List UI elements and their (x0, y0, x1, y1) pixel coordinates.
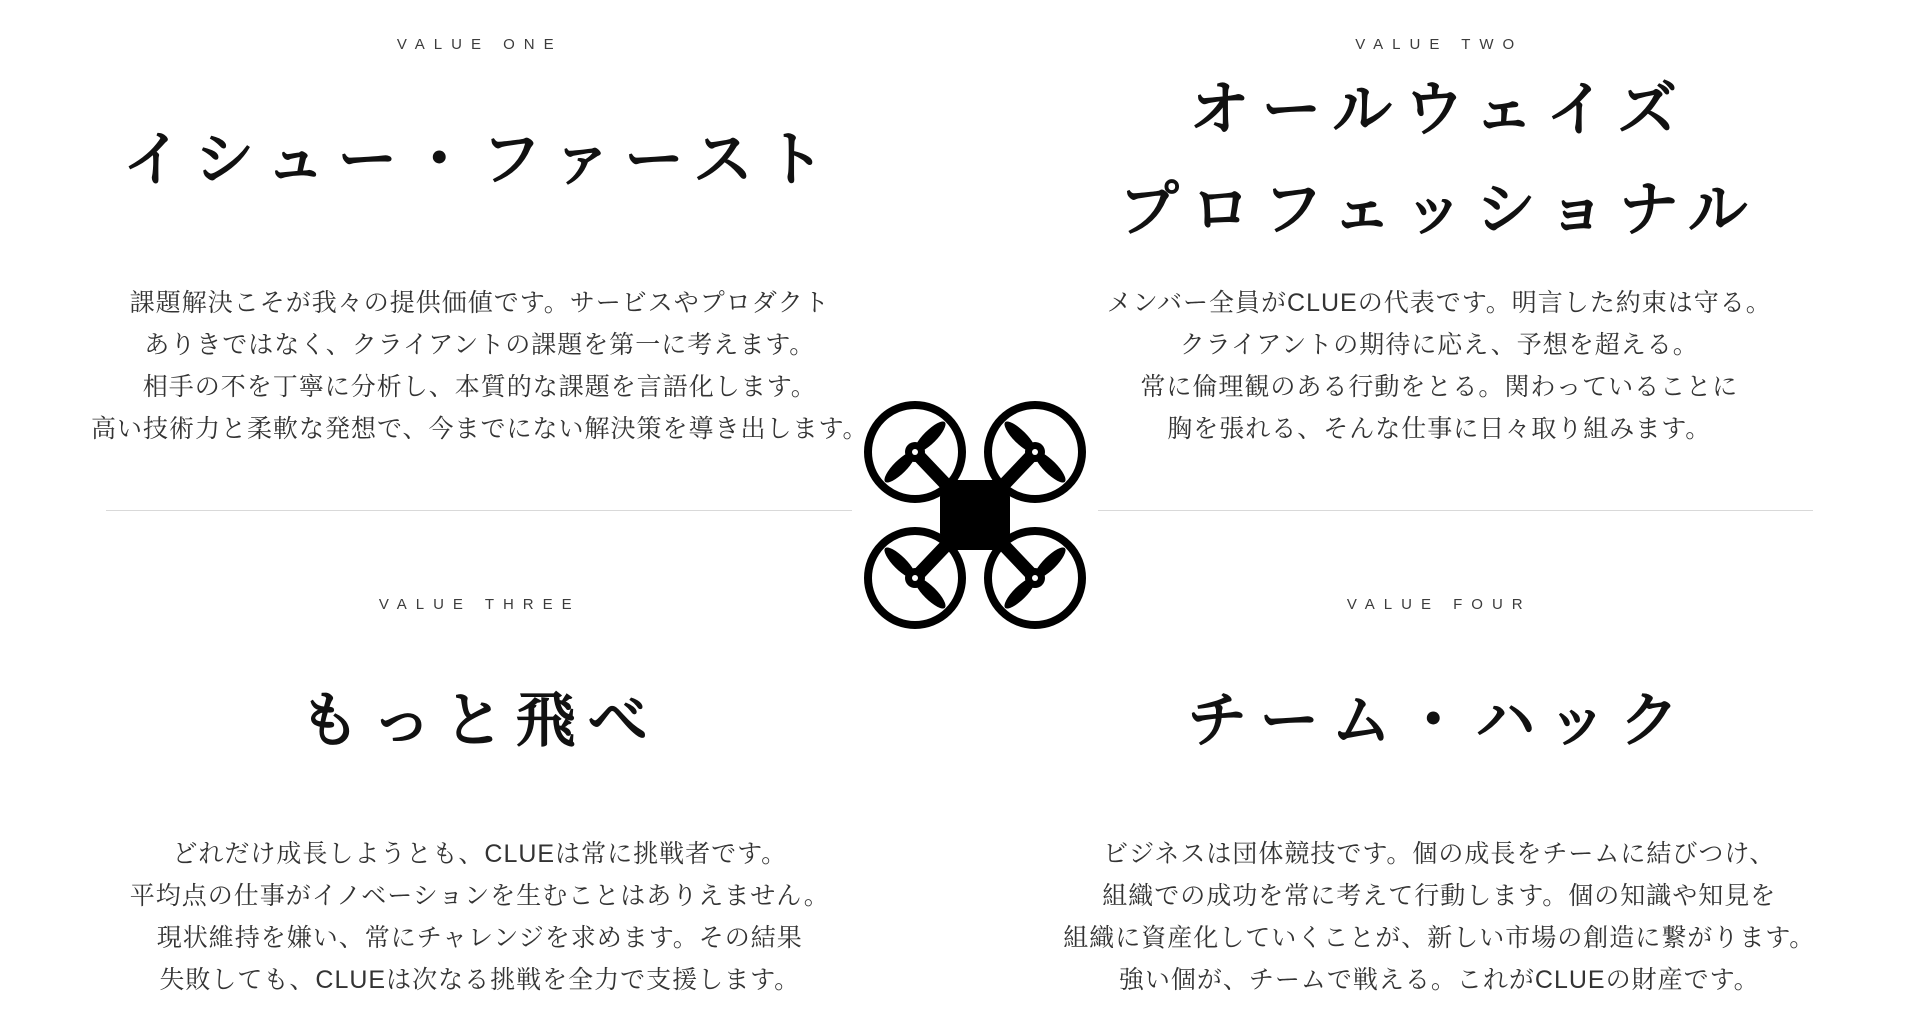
value-two-title: オールウェイズ プロフェッショナル (1118, 76, 1760, 243)
value-four-label: VALUE FOUR (1346, 596, 1532, 613)
value-four-section (960, 510, 1919, 1014)
value-two-section (960, 0, 1919, 510)
value-two-title-box (1119, 54, 1760, 266)
value-one-label: VALUE ONE (396, 36, 563, 53)
value-one-title-box (122, 54, 837, 266)
value-four-title: チーム・ハック (1187, 687, 1692, 754)
value-one-title: イシュー・ファースト (122, 126, 838, 193)
value-two-label: VALUE TWO (1355, 36, 1524, 53)
value-four-description: ビジネスは団体競技です。個の成長をチームに結びつけ、 組織での成功を常に考えて行動します。個の知識や知見を 組織に資産化していくことが、新しい市場の創造に繋がります。 強い個が、チームで戦える。これがCLUEの財産です。 (1063, 840, 1816, 994)
value-one-description: 課題解決こそが我々の提供価値です。サービスやプロダクト ありきではなく、クライアントの課題を第一に考えます。 相手の不を丁寧に分析し、本質的な課題を言語化します。 高い技術力と柔軟な発想で、今までにない解決策を導き出します。 (90, 289, 869, 443)
value-three-title: もっと飛べ (299, 687, 660, 754)
value-three-description: どれだけ成長しようとも、CLUEは常に挑戦者です。 平均点の仕事がイノベーションを生むことはありえません。 現状維持を嫌い、常にチャレンジを求めます。その結果 失敗しても、CLUEは次なる挑戦を全力で支援します。 (129, 840, 830, 994)
value-one-section (0, 0, 960, 510)
value-three-label: VALUE THREE (378, 596, 581, 613)
value-three-section (0, 510, 960, 1014)
value-two-description: メンバー全員がCLUEの代表です。明言した約束は守る。 クライアントの期待に応え、予想を超える。 常に倫理観のある行動をとる。関わっていることに 胸を張れる、そんな仕事に日々取り組みます。 (1106, 289, 1772, 443)
